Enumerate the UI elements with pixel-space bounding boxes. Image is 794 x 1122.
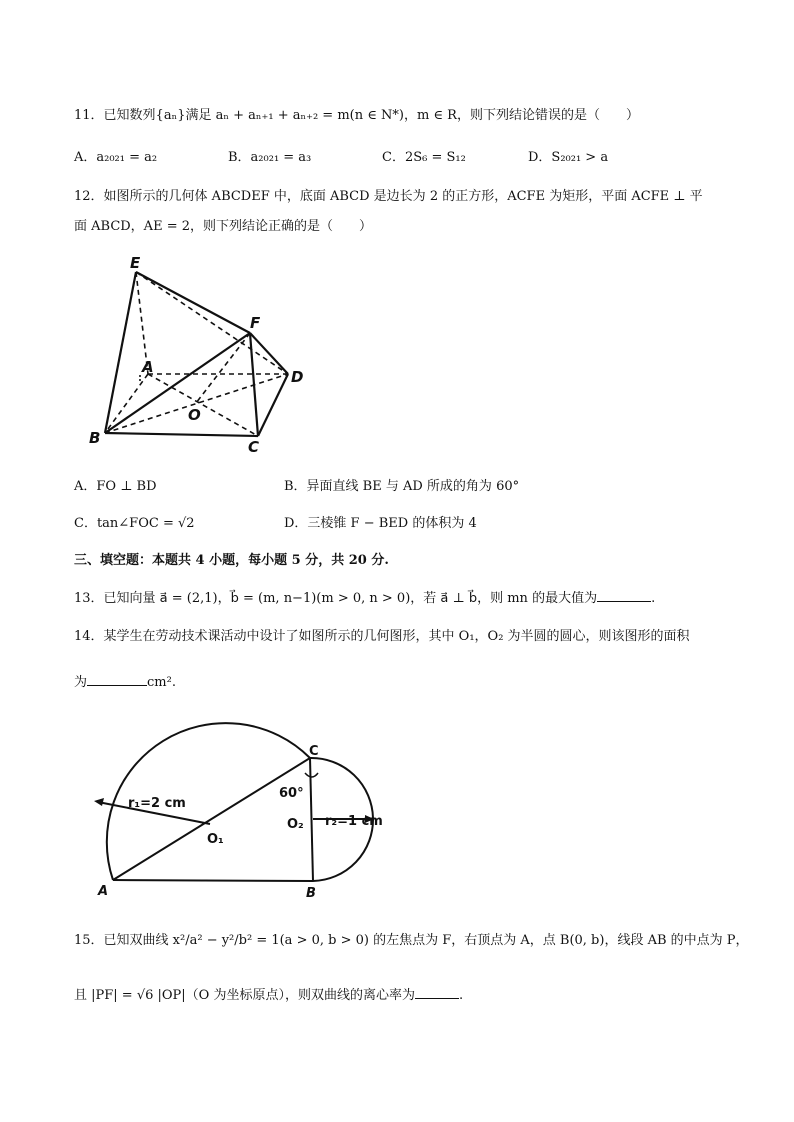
- label-C: C: [309, 744, 319, 759]
- question-11-text: 11．已知数列{aₙ}满足 aₙ + aₙ₊₁ + aₙ₊₂ = m(n ∈ N*)，m ∈ R，则下列结论错误的是（ ）: [74, 108, 639, 123]
- question-13-text: [74, 588, 655, 608]
- q14-post: cm².: [147, 675, 176, 690]
- q14-figure: [80, 715, 390, 900]
- edge-BD-hidden: [105, 374, 288, 433]
- segment-AB: [113, 880, 313, 881]
- q13-end: .: [651, 591, 656, 606]
- edge-CD: [258, 374, 288, 436]
- label-O: O: [188, 406, 201, 424]
- q12-option-b: B．异面直线 BE 与 AD 所成的角为 60°: [284, 479, 520, 494]
- q13-answer-blank[interactable]: [597, 588, 651, 602]
- question-12-line1: 12．如图所示的几何体 ABCDEF 中，底面 ABCD 是边长为 2 的正方形，ACFE 为矩形，平面 ACFE ⊥ 平: [74, 189, 703, 204]
- question-14-line2: [74, 672, 176, 692]
- q15-body: 且 |PF| = √6 |OP|（O 为坐标原点），则双曲线的离心率为: [74, 988, 415, 1003]
- q12-solid-figure: [80, 250, 320, 460]
- label-F: F: [250, 314, 261, 332]
- q15-answer-blank[interactable]: [415, 985, 459, 999]
- label-B: B: [89, 429, 101, 447]
- label-A: A: [142, 358, 154, 376]
- q12-option-d: D．三棱锥 F − BED 的体积为 4: [284, 516, 477, 531]
- q11-option-d: D．S₂₀₂₁ > a: [528, 150, 609, 165]
- label-B: B: [306, 886, 316, 900]
- label-O1: O₁: [207, 832, 224, 847]
- label-angle: 60°: [279, 786, 304, 801]
- r1-arrowhead: [94, 798, 104, 806]
- edge-EB: [105, 272, 136, 433]
- edge-BC: [105, 433, 258, 436]
- q14-pre: 为: [74, 675, 88, 690]
- section-3-heading: 三、填空题：本题共 4 小题，每小题 5 分，共 20 分.: [74, 553, 389, 568]
- q12-option-c: C．tan∠FOC = √2: [74, 516, 195, 531]
- question-12-line2: 面 ABCD，AE = 2，则下列结论正确的是（ ）: [74, 219, 372, 234]
- q11-option-c: C．2S₆ = S₁₂: [382, 150, 466, 165]
- question-15-line2: [74, 985, 463, 1005]
- question-14-line1: 14．某学生在劳动技术课活动中设计了如图所示的几何图形，其中 O₁，O₂ 为半圆的圆心，则该图形的面积: [74, 629, 690, 644]
- edge-EF: [136, 272, 250, 333]
- label-O2: O₂: [287, 817, 304, 832]
- q12-option-a: A．FO ⊥ BD: [74, 479, 157, 494]
- label-C: C: [248, 438, 260, 456]
- label-r1: r₁=2 cm: [128, 796, 186, 811]
- edge-FD: [250, 333, 288, 374]
- label-D: D: [291, 368, 304, 386]
- edge-AC-hidden: [148, 374, 258, 436]
- q11-option-a: A．a₂₀₂₁ = a₂: [74, 150, 158, 165]
- label-E: E: [130, 254, 141, 272]
- edge-FB: [105, 333, 250, 433]
- q14-answer-blank[interactable]: [87, 672, 147, 686]
- label-r2: r₂=1 cm: [325, 814, 383, 829]
- q11-option-b: B．a₂₀₂₁ = a₃: [228, 150, 312, 165]
- question-15-line1: 15．已知双曲线 x²/a² − y²/b² = 1(a > 0, b > 0) 的左焦点为 F，右顶点为 A，点 B(0, b)，线段 AB 的中点为 P，: [74, 933, 749, 948]
- q13-body: 13．已知向量 a⃗ = (2,1)，b⃗ = (m, n−1)(m > 0, n > 0)，若 a⃗ ⊥ b⃗，则 mn 的最大值为: [74, 591, 598, 606]
- angle-arc: [305, 773, 318, 777]
- label-A: A: [98, 884, 109, 899]
- q15-end: .: [458, 988, 464, 1003]
- edge-FO-hidden: [196, 333, 250, 403]
- segment-AC: [113, 758, 310, 880]
